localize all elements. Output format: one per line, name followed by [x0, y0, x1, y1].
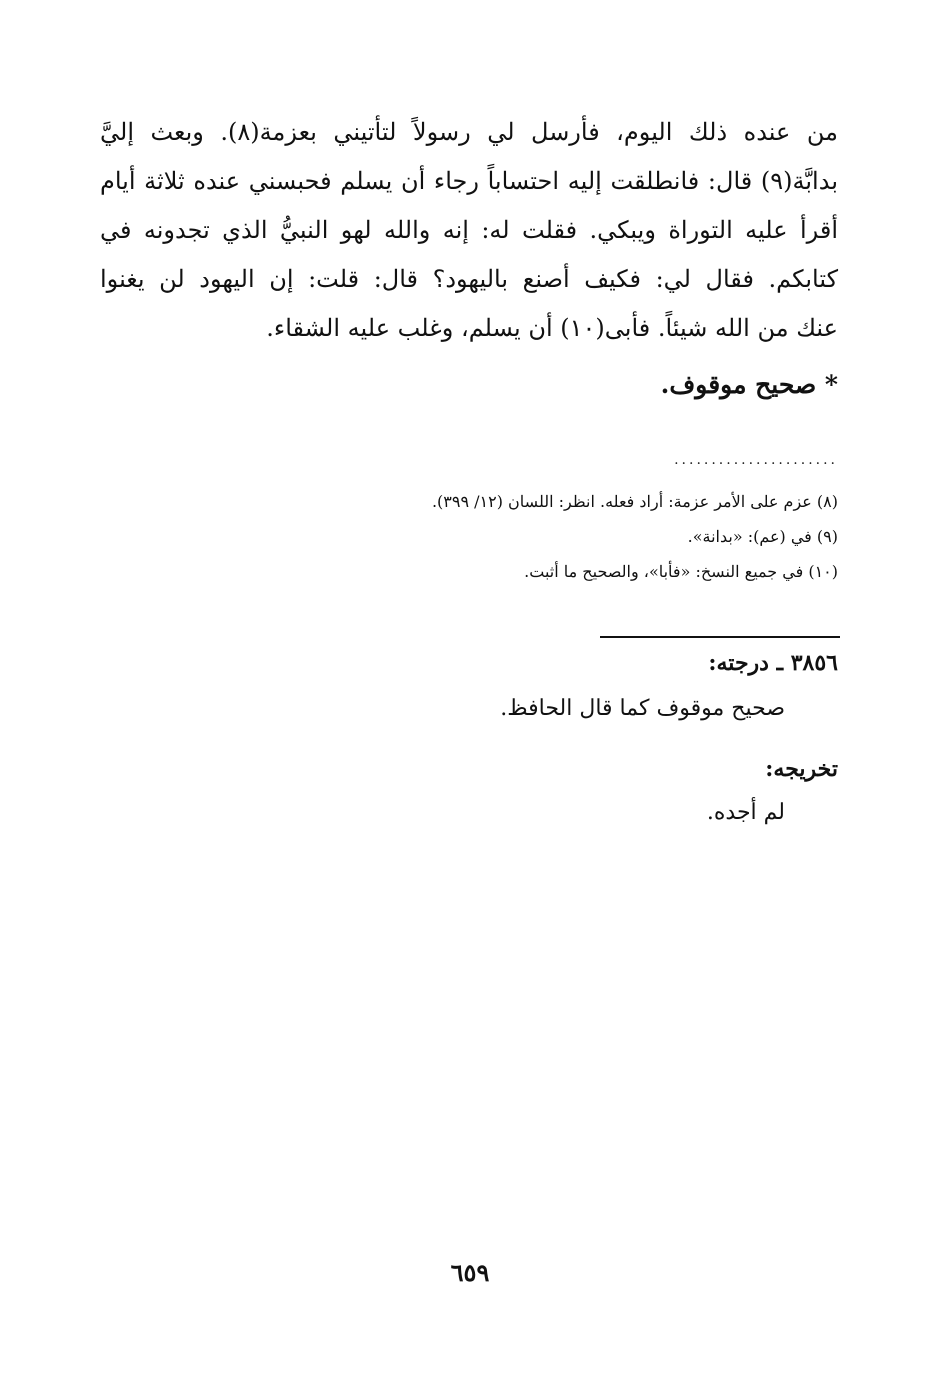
main-text-block: [100, 108, 838, 353]
main-text-line: من عنده ذلك اليوم، فأرسل لي رسولاً لتأتيني بعزمة(٨). وبعث إليَّ: [100, 118, 838, 146]
grading-text: صحيح موقوف كما قال الحافظ.: [500, 696, 785, 721]
page-number: ٦٥٩: [450, 1258, 490, 1287]
footnote-separator: ......................: [674, 452, 838, 468]
section-divider: [600, 636, 840, 638]
footnote: (١٠) في جميع النسخ: «فأبا»، والصحيح ما أثبت.: [524, 562, 838, 581]
main-text-line: عنك من الله شيئاً. فأبى(١٠) أن يسلم، وغلب عليه الشقاء.: [266, 314, 838, 342]
verdict: * صحيح موقوف.: [660, 370, 838, 399]
footnote: (٨) عزم على الأمر عزمة: أراد فعله. انظر: اللسان (١٢/ ٣٩٩).: [431, 492, 838, 511]
grading-heading: ٣٨٥٦ ـ درجته:: [708, 650, 838, 676]
takhrij-heading: تخريجه:: [765, 756, 838, 782]
takhrij-text: لم أجده.: [706, 800, 785, 825]
main-text-line: أقرأ عليه التوراة ويبكي. فقلت له: إنه والله لهو النبيُّ الذي تجدونه في: [100, 216, 838, 244]
main-text-line: كتابكم. فقال لي: فكيف أصنع باليهود؟ قال: قلت: إن اليهود لن يغنوا: [100, 265, 838, 293]
main-text-line: بدابَّة(٩) قال: فانطلقت إليه احتساباً رجاء أن يسلم فحبسني عنده ثلاثة أيام: [100, 167, 838, 195]
footnotes: [138, 484, 838, 589]
footnote: (٩) في (عم): «بدانة».: [687, 527, 838, 546]
